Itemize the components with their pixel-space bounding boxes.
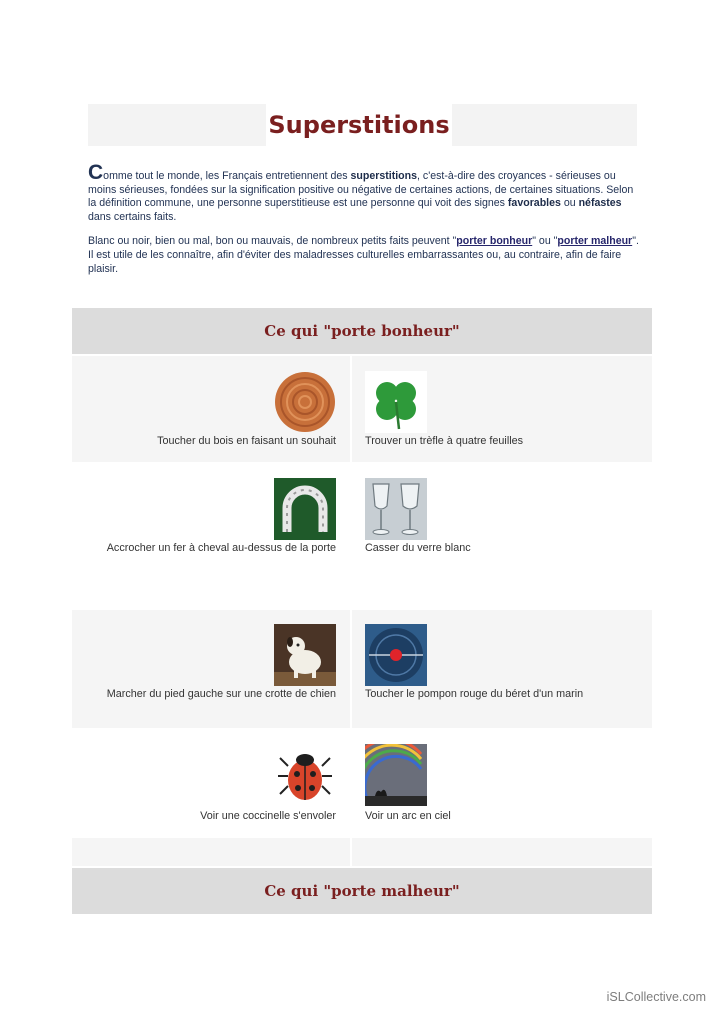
section-header-malheur: Ce qui "porte malheur" xyxy=(72,868,652,914)
bold-term: superstitions xyxy=(350,170,418,182)
grid-cell xyxy=(72,356,350,462)
empty-cell xyxy=(72,838,350,866)
link-porter-malheur[interactable]: porter malheur xyxy=(557,235,633,248)
link-porter-bonheur[interactable]: porter bonheur xyxy=(456,235,533,248)
intro-paragraph-2: Blanc ou noir, bien ou mal, bon ou mauvais, de nombreux petits faits peuvent "porter bonheur" ou "porter malheur". Il est utile de les connaître, afin d'éviter des maladresses culturelles embarrassantes ou, au contraire, afin de faire plaisir. xyxy=(88,235,639,275)
intro-paragraph-1: Comme tout le monde, les Français entretiennent des superstitions, c'est-à-dire des croyances - sérieuses ou moins sérieuses, fondées sur la signification positive ou négative de certaines actions, de certaines situations. Selon la définition commune, une personne superstitieuse est une personne qui voit des signes favorables ou néfastes dans certains faits. xyxy=(88,161,634,223)
rainbow-icon xyxy=(365,744,427,806)
drop-cap: C xyxy=(88,161,104,184)
grid-cell xyxy=(72,464,350,608)
ladybug-icon xyxy=(274,744,336,806)
title-bar xyxy=(88,104,637,146)
watermark: iSLCollective.com xyxy=(606,990,706,1004)
horseshoe-icon xyxy=(274,478,336,540)
grid-cell xyxy=(72,610,350,728)
caption: Casser du verre blanc xyxy=(365,542,471,554)
caption: Accrocher un fer à cheval au-dessus de la porte xyxy=(106,542,336,554)
page-title: Superstitions xyxy=(266,104,452,146)
beret-pompon-icon xyxy=(365,624,427,686)
caption: Voir un arc en ciel xyxy=(365,810,451,822)
caption: Toucher le pompon rouge du béret d'un marin xyxy=(365,688,584,700)
empty-cell xyxy=(352,838,652,866)
caption: Trouver un trèfle à quatre feuilles xyxy=(365,435,524,447)
grid-cell xyxy=(352,464,652,608)
caption: Marcher du pied gauche sur une crotte de chien xyxy=(106,688,336,700)
grid-cell xyxy=(72,730,350,836)
grid-cell xyxy=(352,610,652,728)
dog-icon xyxy=(274,624,336,686)
grid-cell xyxy=(352,730,652,836)
bold-term: favorables xyxy=(507,197,561,210)
caption: Voir une coccinelle s'envoler xyxy=(200,810,336,822)
wood-icon xyxy=(274,371,336,433)
intro-text xyxy=(88,161,640,287)
bold-term: néfastes xyxy=(578,197,622,210)
grid-cell xyxy=(352,356,652,462)
wine-glasses-icon xyxy=(365,478,427,540)
caption: Toucher du bois en faisant un souhait xyxy=(157,435,336,447)
section-header-bonheur: Ce qui "porte bonheur" xyxy=(72,308,652,354)
four-leaf-clover-icon xyxy=(365,371,427,433)
